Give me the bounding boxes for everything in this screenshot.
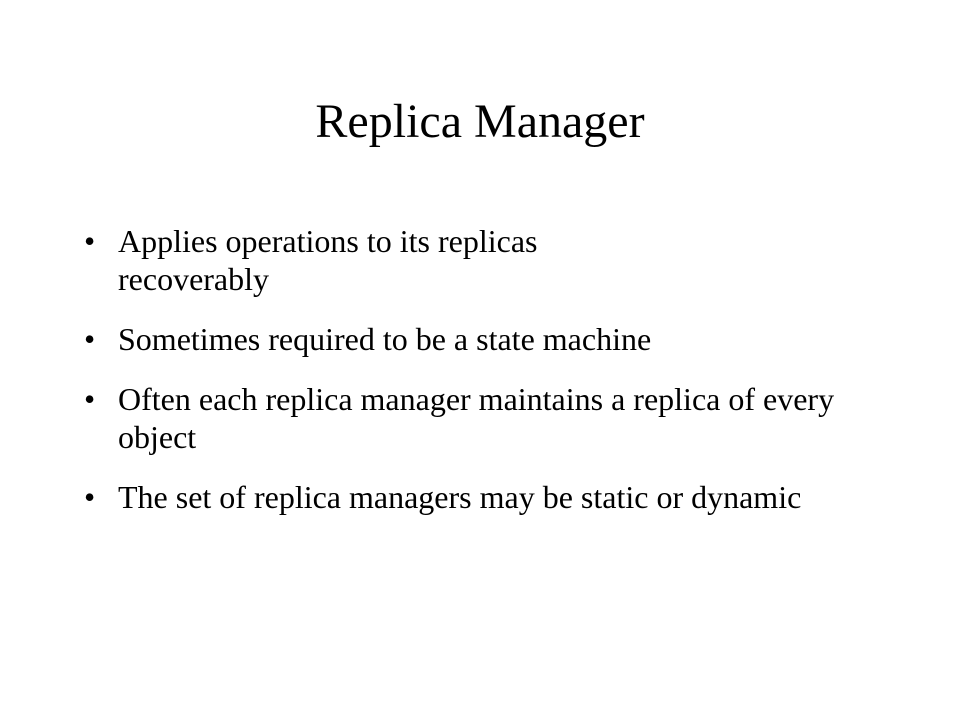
bullet-dot-icon: • [84, 321, 96, 357]
bullet-item [84, 380, 884, 456]
bullet-text: Often each replica manager maintains a replica of every object [118, 381, 835, 455]
bullet-item [84, 478, 884, 516]
bullet-list [84, 222, 884, 538]
bullet-dot-icon: • [84, 223, 96, 259]
bullet-dot-icon: • [84, 479, 96, 515]
bullet-text: The set of replica managers may be static or dynamic [118, 479, 802, 515]
bullet-text: Sometimes required to be a state machine [118, 321, 652, 357]
bullet-item [84, 320, 884, 358]
bullet-text: Applies operations to its replicas recoverably [118, 223, 538, 297]
bullet-item [84, 222, 884, 298]
bullet-dot-icon: • [84, 381, 96, 417]
slide-title: Replica Manager [315, 95, 645, 148]
